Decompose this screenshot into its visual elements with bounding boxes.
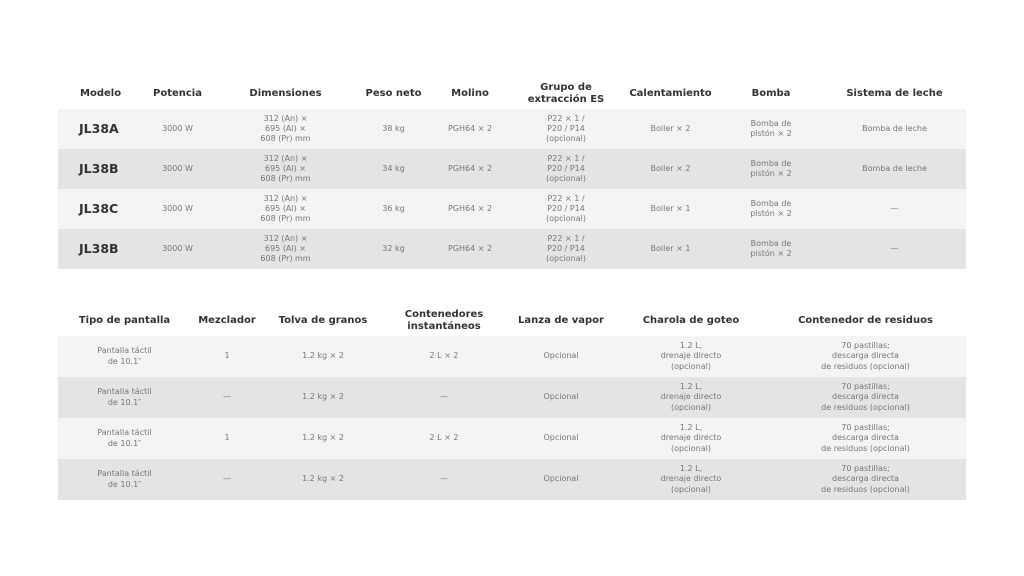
cell-bomba: Bomba de pistón × 2: [719, 229, 823, 269]
cell-molino: PGH64 × 2: [430, 149, 510, 189]
cell-peso-neto: 36 kg: [357, 189, 430, 229]
cell-bomba: Bomba de pistón × 2: [719, 189, 823, 229]
table-row: [58, 189, 966, 229]
cell-mezclador: —: [191, 377, 263, 418]
cell-peso-neto: 34 kg: [357, 149, 430, 189]
cell-peso-neto: 38 kg: [357, 109, 430, 149]
cell-molino: PGH64 × 2: [430, 189, 510, 229]
header-charola-goteo: Charola de goteo: [617, 305, 765, 336]
cell-sistema-leche: —: [823, 229, 966, 269]
cell-modelo: JL38B: [58, 149, 141, 189]
cell-modelo: JL38A: [58, 109, 141, 149]
header-potencia: Potencia: [141, 78, 214, 109]
cell-lanza-vapor: Opcional: [505, 459, 617, 500]
table-row: [58, 418, 966, 459]
cell-contenedores-instantaneos: —: [383, 459, 505, 500]
cell-contenedores-instantaneos: —: [383, 377, 505, 418]
cell-tipo-pantalla: Pantalla táctil de 10.1″: [58, 459, 191, 500]
cell-potencia: 3000 W: [141, 109, 214, 149]
cell-sistema-leche: Bomba de leche: [823, 149, 966, 189]
cell-charola-goteo: 1.2 L, drenaje directo (opcional): [617, 377, 765, 418]
cell-dimensiones: 312 (An) × 695 (Al) × 608 (Pr) mm: [214, 229, 357, 269]
cell-bomba: Bomba de pistón × 2: [719, 109, 823, 149]
cell-dimensiones: 312 (An) × 695 (Al) × 608 (Pr) mm: [214, 189, 357, 229]
cell-sistema-leche: Bomba de leche: [823, 109, 966, 149]
header-contenedor-residuos: Contenedor de residuos: [765, 305, 966, 336]
cell-molino: PGH64 × 2: [430, 229, 510, 269]
cell-contenedor-residuos: 70 pastillas; descarga directa de residuos (opcional): [765, 336, 966, 377]
cell-contenedor-residuos: 70 pastillas; descarga directa de residuos (opcional): [765, 418, 966, 459]
cell-lanza-vapor: Opcional: [505, 377, 617, 418]
cell-dimensiones: 312 (An) × 695 (Al) × 608 (Pr) mm: [214, 149, 357, 189]
header-mezclador: Mezclador: [191, 305, 263, 336]
header-tipo-pantalla: Tipo de pantalla: [58, 305, 191, 336]
header-contenedores-instantaneos: Contenedores instantáneos: [383, 305, 505, 336]
cell-lanza-vapor: Opcional: [505, 418, 617, 459]
cell-dimensiones: 312 (An) × 695 (Al) × 608 (Pr) mm: [214, 109, 357, 149]
table-row: [58, 377, 966, 418]
cell-modelo: JL38C: [58, 189, 141, 229]
cell-contenedores-instantaneos: 2 L × 2: [383, 336, 505, 377]
cell-molino: PGH64 × 2: [430, 109, 510, 149]
specs-table-models: [58, 78, 966, 269]
header-peso-neto: Peso neto: [357, 78, 430, 109]
cell-grupo-extraccion: P22 × 1 / P20 / P14 (opcional): [510, 189, 622, 229]
cell-modelo: JL38B: [58, 229, 141, 269]
cell-tolva-granos: 1.2 kg × 2: [263, 418, 383, 459]
cell-charola-goteo: 1.2 L, drenaje directo (opcional): [617, 459, 765, 500]
cell-charola-goteo: 1.2 L, drenaje directo (opcional): [617, 418, 765, 459]
cell-tolva-granos: 1.2 kg × 2: [263, 377, 383, 418]
cell-lanza-vapor: Opcional: [505, 336, 617, 377]
cell-calentamiento: Boiler × 2: [622, 109, 719, 149]
table-header-row: [58, 305, 966, 336]
cell-mezclador: —: [191, 459, 263, 500]
cell-bomba: Bomba de pistón × 2: [719, 149, 823, 189]
cell-mezclador: 1: [191, 336, 263, 377]
header-lanza-vapor: Lanza de vapor: [505, 305, 617, 336]
cell-peso-neto: 32 kg: [357, 229, 430, 269]
specs-table-features: [58, 305, 966, 500]
cell-contenedor-residuos: 70 pastillas; descarga directa de residuos (opcional): [765, 459, 966, 500]
cell-grupo-extraccion: P22 × 1 / P20 / P14 (opcional): [510, 149, 622, 189]
table-row: [58, 109, 966, 149]
cell-contenedor-residuos: 70 pastillas; descarga directa de residuos (opcional): [765, 377, 966, 418]
cell-calentamiento: Boiler × 1: [622, 229, 719, 269]
cell-grupo-extraccion: P22 × 1 / P20 / P14 (opcional): [510, 229, 622, 269]
cell-tipo-pantalla: Pantalla táctil de 10.1″: [58, 418, 191, 459]
header-molino: Molino: [430, 78, 510, 109]
header-tolva-granos: Tolva de granos: [263, 305, 383, 336]
table-row: [58, 149, 966, 189]
table-row: [58, 336, 966, 377]
header-dimensiones: Dimensiones: [214, 78, 357, 109]
cell-potencia: 3000 W: [141, 229, 214, 269]
header-sistema-leche: Sistema de leche: [823, 78, 966, 109]
cell-potencia: 3000 W: [141, 189, 214, 229]
table-row: [58, 459, 966, 500]
cell-tipo-pantalla: Pantalla táctil de 10.1″: [58, 336, 191, 377]
cell-sistema-leche: —: [823, 189, 966, 229]
cell-calentamiento: Boiler × 2: [622, 149, 719, 189]
cell-potencia: 3000 W: [141, 149, 214, 189]
header-bomba: Bomba: [719, 78, 823, 109]
cell-tolva-granos: 1.2 kg × 2: [263, 336, 383, 377]
cell-tolva-granos: 1.2 kg × 2: [263, 459, 383, 500]
header-modelo: Modelo: [58, 78, 141, 109]
header-calentamiento: Calentamiento: [622, 78, 719, 109]
cell-grupo-extraccion: P22 × 1 / P20 / P14 (opcional): [510, 109, 622, 149]
cell-contenedores-instantaneos: 2 L × 2: [383, 418, 505, 459]
cell-calentamiento: Boiler × 1: [622, 189, 719, 229]
table-row: [58, 229, 966, 269]
header-grupo-extraccion: Grupo de extracción ES: [510, 78, 622, 109]
table-header-row: [58, 78, 966, 109]
cell-tipo-pantalla: Pantalla táctil de 10.1″: [58, 377, 191, 418]
cell-charola-goteo: 1.2 L, drenaje directo (opcional): [617, 336, 765, 377]
cell-mezclador: 1: [191, 418, 263, 459]
